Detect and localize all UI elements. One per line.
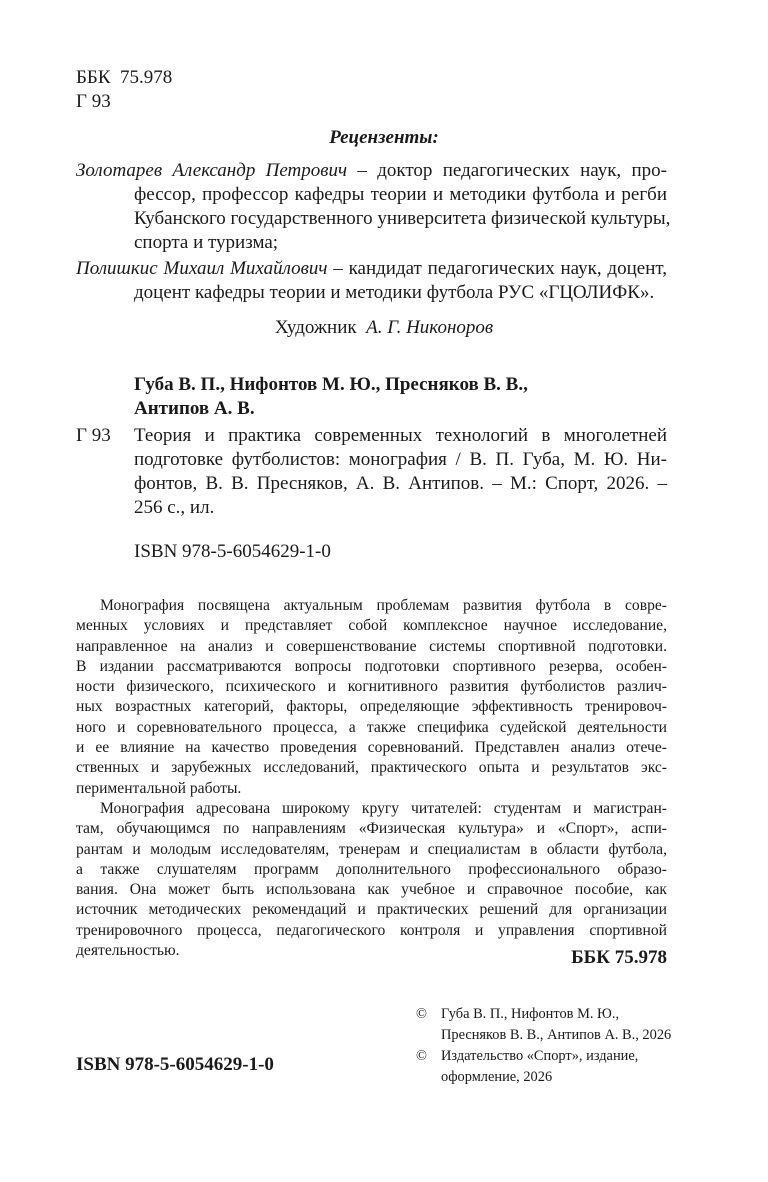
citation-text	[134, 424, 667, 520]
annotation-p2-line: а также слушателям программ дополнительного профессионального образо-	[76, 860, 667, 878]
reviewer-1	[76, 159, 671, 255]
reviewer-2-line-1: – кандидат педагогических наук, доцент,	[327, 258, 667, 279]
annotation-p2-line: Монография адресована широкому кругу читателей: студентам и магистран-	[100, 800, 667, 817]
reviewer-2-line-2: доцент кафедры теории и методики футбола РУС «ГЦОЛИФК».	[134, 282, 655, 303]
annotation-p1-line: ных возрастных категорий, факторы, определяющие эффективность тренировоч-	[76, 698, 667, 716]
reviewer-1-name: Золотарев Александр Петрович	[76, 160, 348, 181]
annotation-p1-line: ного и соревновательного процесса, а также специфика судейской деятельности	[76, 718, 667, 736]
copyright-authors-line-1: Губа В. П., Нифонтов М. Ю.,	[441, 1006, 620, 1022]
bbk-top-text: ББК 75.978	[76, 67, 173, 88]
reviewer-1-line-4: спорта и туризма;	[134, 232, 279, 253]
citation-isbn: ISBN 978-5-6054629-1-0	[134, 541, 331, 562]
artist-name: А. Г. Никоноров	[366, 317, 494, 338]
artist-credit	[0, 316, 768, 340]
annotation-p2-line: тренировочного процесса, педагогического контроля и управления спортивной	[76, 921, 667, 939]
annotation-p1-line: и ее влияние на качество проведения соревнований. Представлен анализ отече-	[76, 739, 667, 757]
annotation-p1-line: периментальной работы.	[76, 779, 242, 797]
annotation-p1-line: менных условиях и представляет собой комплексное научное исследование,	[76, 617, 667, 635]
annotation-p1-line: ственных и зарубежных исследований, практического опыта и результатов экс-	[76, 759, 667, 777]
copyright-block	[416, 1004, 676, 1088]
reviewers-heading: Рецензенты:	[329, 127, 439, 148]
author-sign-top: Г 93	[76, 91, 111, 112]
reviewer-2-name: Полишкис Михаил Михайлович	[76, 258, 328, 279]
copyright-item-publisher	[416, 1046, 676, 1088]
annotation-paragraph-2	[76, 799, 667, 961]
reviewer-1-line-2: фессор, профессор кафедры теории и методики футбола и регби	[134, 184, 667, 205]
annotation-p1-line: В издании рассматриваются вопросы подготовки спортивного резерва, особен-	[76, 657, 667, 675]
annotation-p1-line: направленное на анализ и совершенствование системы спортивной подготовки.	[76, 637, 667, 655]
isbn-bottom: ISBN 978-5-6054629-1-0	[76, 1054, 274, 1075]
copyright-symbol: ©	[416, 1006, 427, 1022]
annotation-p2-line: источник методических рекомендаций и практических решений для организации	[76, 901, 667, 919]
citation-sign: Г 93	[76, 425, 111, 446]
citation-line-2: подготовке футболистов: монография / В. П. Губа, М. Ю. Ни-	[134, 449, 667, 470]
artist-label: Художник	[274, 317, 357, 338]
citation-line-1: Теория и практика современных технологий в многолетней	[134, 425, 667, 446]
citation-line-3: фонтов, В. В. Пресняков, А. В. Антипов. – М.: Спорт, 2026. –	[134, 473, 667, 494]
bbk-code-top	[76, 66, 172, 114]
citation-line-4: 256 с., ил.	[134, 497, 215, 518]
annotation-p2-line: рантам и молодым исследователям, тренерам и специалистам в области футбола,	[76, 840, 667, 858]
copyright-publisher-line-1: Издательство «Спорт», издание,	[441, 1048, 639, 1064]
annotation-p1-line: Монография посвящена актуальным проблемам развития футбола в совре-	[100, 597, 667, 614]
bbk-code-bottom: ББК 75.978	[571, 947, 667, 968]
authors-line-1: Губа В. П., Нифонтов М. Ю., Пресняков В. В.,	[134, 374, 528, 395]
copyright-symbol: ©	[416, 1048, 427, 1064]
copyright-publisher-line-2: оформление, 2026	[441, 1069, 553, 1085]
reviewer-1-line-3: Кубанского государственного университета физической культуры,	[134, 208, 671, 229]
annotation-p1-line: ности физического, психического и когнитивного развития футболистов различ-	[76, 678, 667, 696]
copyright-item-authors	[416, 1004, 676, 1046]
annotation-p2-line: вания. Она может быть использована как учебное и справочное пособие, как	[76, 881, 667, 899]
reviewer-1-line-1: – доктор педагогических наук, про-	[347, 160, 667, 181]
annotation-paragraph-1	[76, 596, 667, 799]
copyright-authors-line-2: Пресняков В. В., Антипов А. В., 2026	[441, 1027, 672, 1043]
annotation-p2-line: деятельностью.	[76, 942, 180, 960]
annotation-p2-line: там, обучающимся по направлениям «Физическая культура» и «Спорт», аспи-	[76, 820, 667, 838]
authors-line-2: Антипов А. В.	[134, 398, 255, 419]
reviewer-2	[76, 257, 667, 305]
authors-heading	[134, 373, 528, 421]
